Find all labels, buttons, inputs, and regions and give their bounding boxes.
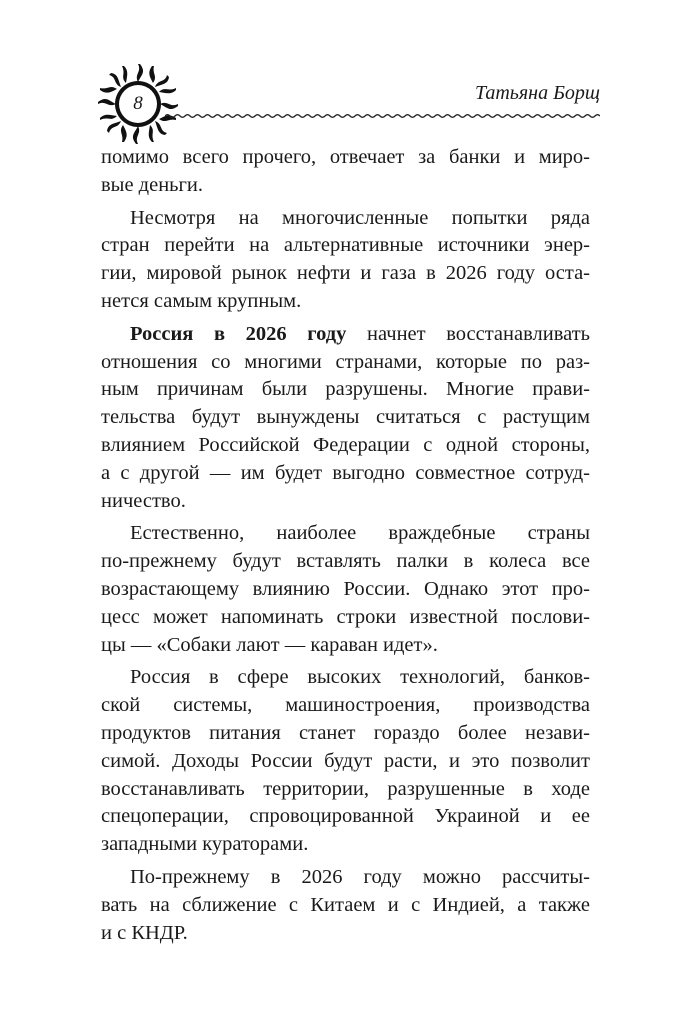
text-line: помимо всего прочего, отвечает за банки и миро-	[101, 146, 590, 168]
page-number: 8	[133, 93, 143, 114]
text-line: продуктов питания станет гораздо более незави-	[101, 721, 590, 744]
first-line-rest: начнет восстанавливать	[346, 322, 590, 345]
wavy-divider	[165, 110, 600, 122]
text-line: гии, мировой рынок нефти и газа в 2026 году оста-	[101, 262, 590, 285]
paragraph-3	[101, 321, 590, 516]
text-line: западными кураторами.	[101, 833, 309, 856]
bold-lead: Россия в 2026 году	[130, 322, 347, 345]
text-line	[101, 321, 590, 349]
text-body	[101, 144, 590, 952]
paragraph-4	[101, 520, 590, 659]
text-line: тельства будут вынуждены считаться с растущим	[101, 406, 590, 429]
text-line: По-прежнему в 2026 году можно рассчиты-	[130, 865, 590, 888]
paragraph-1	[101, 144, 590, 200]
text-line: Естественно, наиболее враждебные страны	[130, 522, 590, 545]
text-line: Россия в сфере высоких технологий, банков-	[130, 666, 590, 689]
text-line: возрастающему влиянию России. Однако этот про-	[101, 577, 590, 600]
paragraph-5	[101, 664, 590, 859]
text-line: влиянием Российской Федерации с одной стороны,	[101, 433, 590, 456]
text-line: а с другой — им будет выгодно совместное сотруд-	[101, 461, 590, 484]
text-line: цы — «Собаки лают — караван идет».	[101, 633, 438, 656]
text-line: спецоперации, спровоцированной Украиной и ее	[101, 805, 590, 828]
text-line: нется самым крупным.	[101, 289, 302, 312]
text-line: ской системы, машиностроения, производства	[101, 694, 590, 717]
text-line: стран перейти на альтернативные источники энер-	[101, 234, 590, 257]
text-line: цесс может напоминать строки известной послови-	[101, 605, 590, 628]
text-line: восстанавливать территории, разрушенные в ходе	[101, 777, 590, 800]
paragraph-2	[101, 205, 590, 316]
page-header	[0, 0, 691, 140]
running-title: Татьяна Борщ	[474, 82, 600, 104]
text-line: ным причинам были разрушены. Многие прави-	[101, 378, 590, 401]
text-line: ничество.	[101, 489, 186, 512]
text-line: симой. Доходы России будут расти, и это позволит	[101, 749, 590, 772]
text-line: вать на сближение с Китаем и с Индией, а также	[101, 893, 590, 916]
text-line: Несмотря на многочисленные попытки ряда	[130, 206, 590, 229]
text-line: и с КНДР.	[101, 921, 188, 944]
text-line: вые деньги.	[101, 173, 204, 196]
text-line: по-прежнему будут вставлять палки в колеса все	[101, 550, 590, 573]
paragraph-6	[101, 864, 590, 947]
text-line: отношения со многими странами, которые по раз-	[101, 350, 590, 373]
